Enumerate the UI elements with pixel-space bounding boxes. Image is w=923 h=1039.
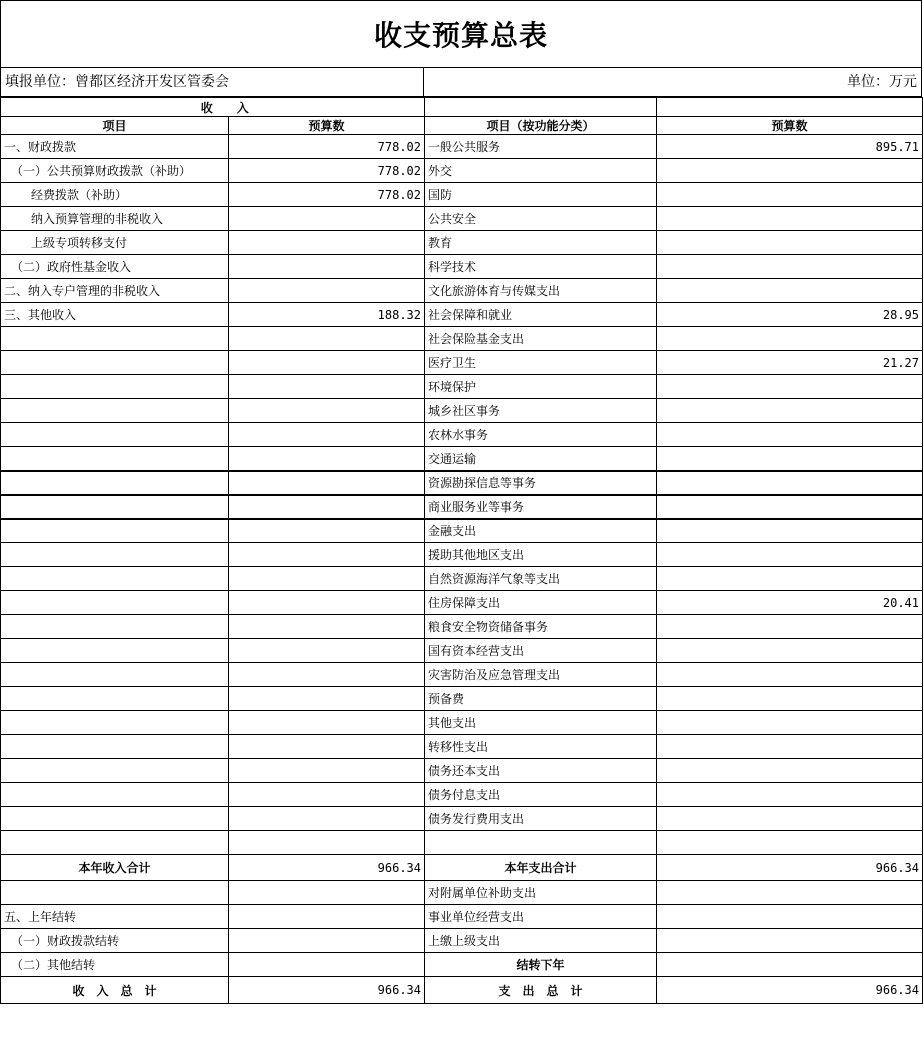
income-amount-cell [229,735,425,759]
income-amount-cell [229,807,425,831]
table-row [1,519,923,543]
expense-item-cell: 其他支出 [425,711,657,735]
table-row [1,831,923,855]
table-row [1,447,923,471]
expense-amount-cell [657,207,923,231]
income-item-cell [1,759,229,783]
table-row [1,567,923,591]
income-item-cell: 上级专项转移支付 [1,231,229,255]
table-row [1,207,923,231]
income-item-cell [1,663,229,687]
table-row [1,303,923,327]
income-group-header-spacer [229,98,425,117]
expense-amount-cell: 28.95 [657,303,923,327]
income-amount-cell [229,279,425,303]
expense-item-cell: 转移性支出 [425,735,657,759]
table-row [1,663,923,687]
income-amount-cell [229,207,425,231]
expense-item-header: 项目（按功能分类） [425,117,657,135]
expense-item-cell: 农林水事务 [425,423,657,447]
income-amount-cell [229,591,425,615]
expense-item-cell: 社会保障和就业 [425,303,657,327]
expense-item-cell: 粮食安全物资储备事务 [425,615,657,639]
expense-item-cell: 交通运输 [425,447,657,471]
income-amount-cell [229,783,425,807]
table-row [1,471,923,495]
income-item-cell: （一）财政拨款结转 [1,929,229,953]
income-group-header [1,98,249,117]
grand-total-row [1,977,923,1004]
table-row [1,735,923,759]
income-amount-cell [229,327,425,351]
expense-amount-cell [657,639,923,663]
income-item-cell: 三、其他收入 [1,303,229,327]
expense-group-header [425,98,657,117]
expense-group-header-spacer [657,98,923,117]
expense-item-cell: 债务还本支出 [425,759,657,783]
income-amount-cell [229,905,425,929]
year-expense-total-label: 本年支出合计 [425,855,657,881]
expense-amount-cell: 895.71 [657,135,923,159]
expense-amount-header: 预算数 [657,117,923,135]
income-item-cell: （二）其他结转 [1,953,229,977]
expense-item-cell: 预备费 [425,687,657,711]
expense-amount-cell [657,279,923,303]
income-amount-cell [229,663,425,687]
table-row [1,351,923,375]
income-item-cell [1,423,229,447]
expense-amount-cell [657,375,923,399]
table-row [1,807,923,831]
expense-item-cell: 资源勘探信息等事务 [425,471,657,495]
expense-amount-cell [657,495,923,519]
income-amount-header: 预算数 [229,117,425,135]
table-row [1,543,923,567]
income-amount-cell: 188.32 [229,303,425,327]
header-column-row [1,117,923,135]
income-item-cell [1,543,229,567]
income-amount-cell [229,687,425,711]
income-amount-cell [229,255,425,279]
income-amount-cell [229,543,425,567]
expense-item-cell: 教育 [425,231,657,255]
expense-item-cell [425,831,657,855]
expense-item-cell: 上缴上级支出 [425,929,657,953]
expense-item-cell: 灾害防治及应急管理支出 [425,663,657,687]
expense-amount-cell [657,735,923,759]
expense-item-cell: 援助其他地区支出 [425,543,657,567]
table-row [1,423,923,447]
expense-amount-cell [657,663,923,687]
income-item-cell [1,327,229,351]
expense-item-cell: 金融支出 [425,519,657,543]
expense-amount-cell [657,905,923,929]
income-item-cell: 纳入预算管理的非税收入 [1,207,229,231]
expense-amount-cell [657,759,923,783]
income-item-cell: 二、纳入专户管理的非税收入 [1,279,229,303]
expense-item-cell: 结转下年 [425,953,657,977]
income-item-cell [1,495,229,519]
year-income-total-label: 本年收入合计 [1,855,229,881]
year-total-row [1,855,923,881]
expense-amount-cell [657,881,923,905]
expense-item-cell: 科学技术 [425,255,657,279]
expense-item-cell: 国防 [425,183,657,207]
expense-amount-cell [657,567,923,591]
expense-item-cell: 城乡社区事务 [425,399,657,423]
year-income-total-amount: 966.34 [229,855,425,881]
income-amount-cell [229,399,425,423]
grand-expense-total-label: 支 出 总 计 [425,977,657,1004]
income-item-header: 项目 [1,117,229,135]
income-amount-cell [229,759,425,783]
income-item-cell [1,783,229,807]
income-item-cell: （二）政府性基金收入 [1,255,229,279]
income-amount-cell [229,375,425,399]
income-amount-cell [229,351,425,375]
income-amount-cell [229,519,425,543]
expense-amount-cell [657,423,923,447]
table-row [1,591,923,615]
reporting-unit: 填报单位：曾都区经济开发区管委会 [0,68,424,97]
income-item-cell [1,591,229,615]
expense-item-cell: 一般公共服务 [425,135,657,159]
income-item-cell [1,519,229,543]
table-row [1,783,923,807]
table-row [1,639,923,663]
expense-item-cell: 债务付息支出 [425,783,657,807]
expense-item-cell: 文化旅游体育与传媒支出 [425,279,657,303]
table-row [1,279,923,303]
grand-expense-total-amount: 966.34 [657,977,923,1004]
income-item-cell [1,447,229,471]
expense-amount-cell [657,447,923,471]
currency-unit: 单位：万元 [424,68,922,97]
income-amount-cell [229,881,425,905]
expense-amount-cell [657,471,923,495]
expense-amount-cell [657,231,923,255]
table-row [1,231,923,255]
expense-amount-cell [657,255,923,279]
expense-item-cell: 债务发行费用支出 [425,807,657,831]
expense-amount-cell [657,783,923,807]
page-title: 收支预算总表 [373,19,548,52]
table-row [1,615,923,639]
expense-amount-cell [657,711,923,735]
table-row [1,375,923,399]
expense-item-cell: 住房保障支出 [425,591,657,615]
table-row [1,159,923,183]
income-amount-cell [229,953,425,977]
expense-item-cell: 商业服务业等事务 [425,495,657,519]
income-item-cell [1,567,229,591]
expense-item-cell: 社会保险基金支出 [425,327,657,351]
income-item-cell [1,639,229,663]
expense-amount-cell [657,519,923,543]
income-item-cell [1,399,229,423]
table-row [1,905,923,929]
table-row [1,929,923,953]
expense-item-cell: 医疗卫生 [425,351,657,375]
income-item-cell [1,831,229,855]
income-amount-cell [229,423,425,447]
income-item-cell: 经费拨款（补助） [1,183,229,207]
budget-table [0,97,923,1004]
income-amount-cell [229,231,425,255]
income-item-cell [1,881,229,905]
year-expense-total-amount: 966.34 [657,855,923,881]
income-item-cell [1,711,229,735]
income-item-cell [1,807,229,831]
expense-item-cell: 事业单位经营支出 [425,905,657,929]
table-row [1,399,923,423]
expense-item-cell: 外交 [425,159,657,183]
expense-amount-cell [657,929,923,953]
table-row [1,183,923,207]
expense-amount-cell [657,327,923,351]
expense-amount-cell [657,159,923,183]
income-amount-cell [229,447,425,471]
expense-amount-cell: 20.41 [657,591,923,615]
income-amount-cell [229,615,425,639]
income-item-cell [1,471,229,495]
income-amount-cell [229,567,425,591]
table-row [1,255,923,279]
income-item-cell [1,615,229,639]
table-row [1,495,923,519]
expense-amount-cell [657,687,923,711]
income-amount-cell [229,495,425,519]
expense-amount-cell [657,831,923,855]
income-amount-cell [229,831,425,855]
header-group-row [1,98,923,117]
table-row [1,327,923,351]
income-group-label: 收 入 [200,100,249,115]
expense-item-cell: 公共安全 [425,207,657,231]
expense-amount-cell [657,953,923,977]
expense-amount-cell [657,399,923,423]
income-amount-cell [229,929,425,953]
income-item-cell: （一）公共预算财政拨款（补助） [1,159,229,183]
table-row [1,135,923,159]
grand-income-total-amount: 966.34 [229,977,425,1004]
expense-item-cell: 自然资源海洋气象等支出 [425,567,657,591]
expense-amount-cell [657,807,923,831]
expense-item-cell: 国有资本经营支出 [425,639,657,663]
income-item-cell: 一、财政拨款 [1,135,229,159]
income-amount-cell [229,471,425,495]
table-row [1,759,923,783]
income-amount-cell [229,639,425,663]
income-item-cell [1,687,229,711]
expense-amount-cell [657,183,923,207]
expense-item-cell: 对附属单位补助支出 [425,881,657,905]
table-row [1,711,923,735]
expense-amount-cell: 21.27 [657,351,923,375]
income-amount-cell: 778.02 [229,183,425,207]
expense-amount-cell [657,543,923,567]
unit-row [0,68,922,97]
income-item-cell [1,375,229,399]
income-amount-cell: 778.02 [229,135,425,159]
table-row [1,687,923,711]
title-row [0,0,922,68]
expense-item-cell: 环境保护 [425,375,657,399]
income-amount-cell [229,711,425,735]
income-item-cell: 五、上年结转 [1,905,229,929]
income-item-cell [1,735,229,759]
grand-income-total-label: 收 入 总 计 [1,977,229,1004]
expense-amount-cell [657,615,923,639]
table-row [1,881,923,905]
income-item-cell [1,351,229,375]
income-amount-cell: 778.02 [229,159,425,183]
table-row [1,953,923,977]
